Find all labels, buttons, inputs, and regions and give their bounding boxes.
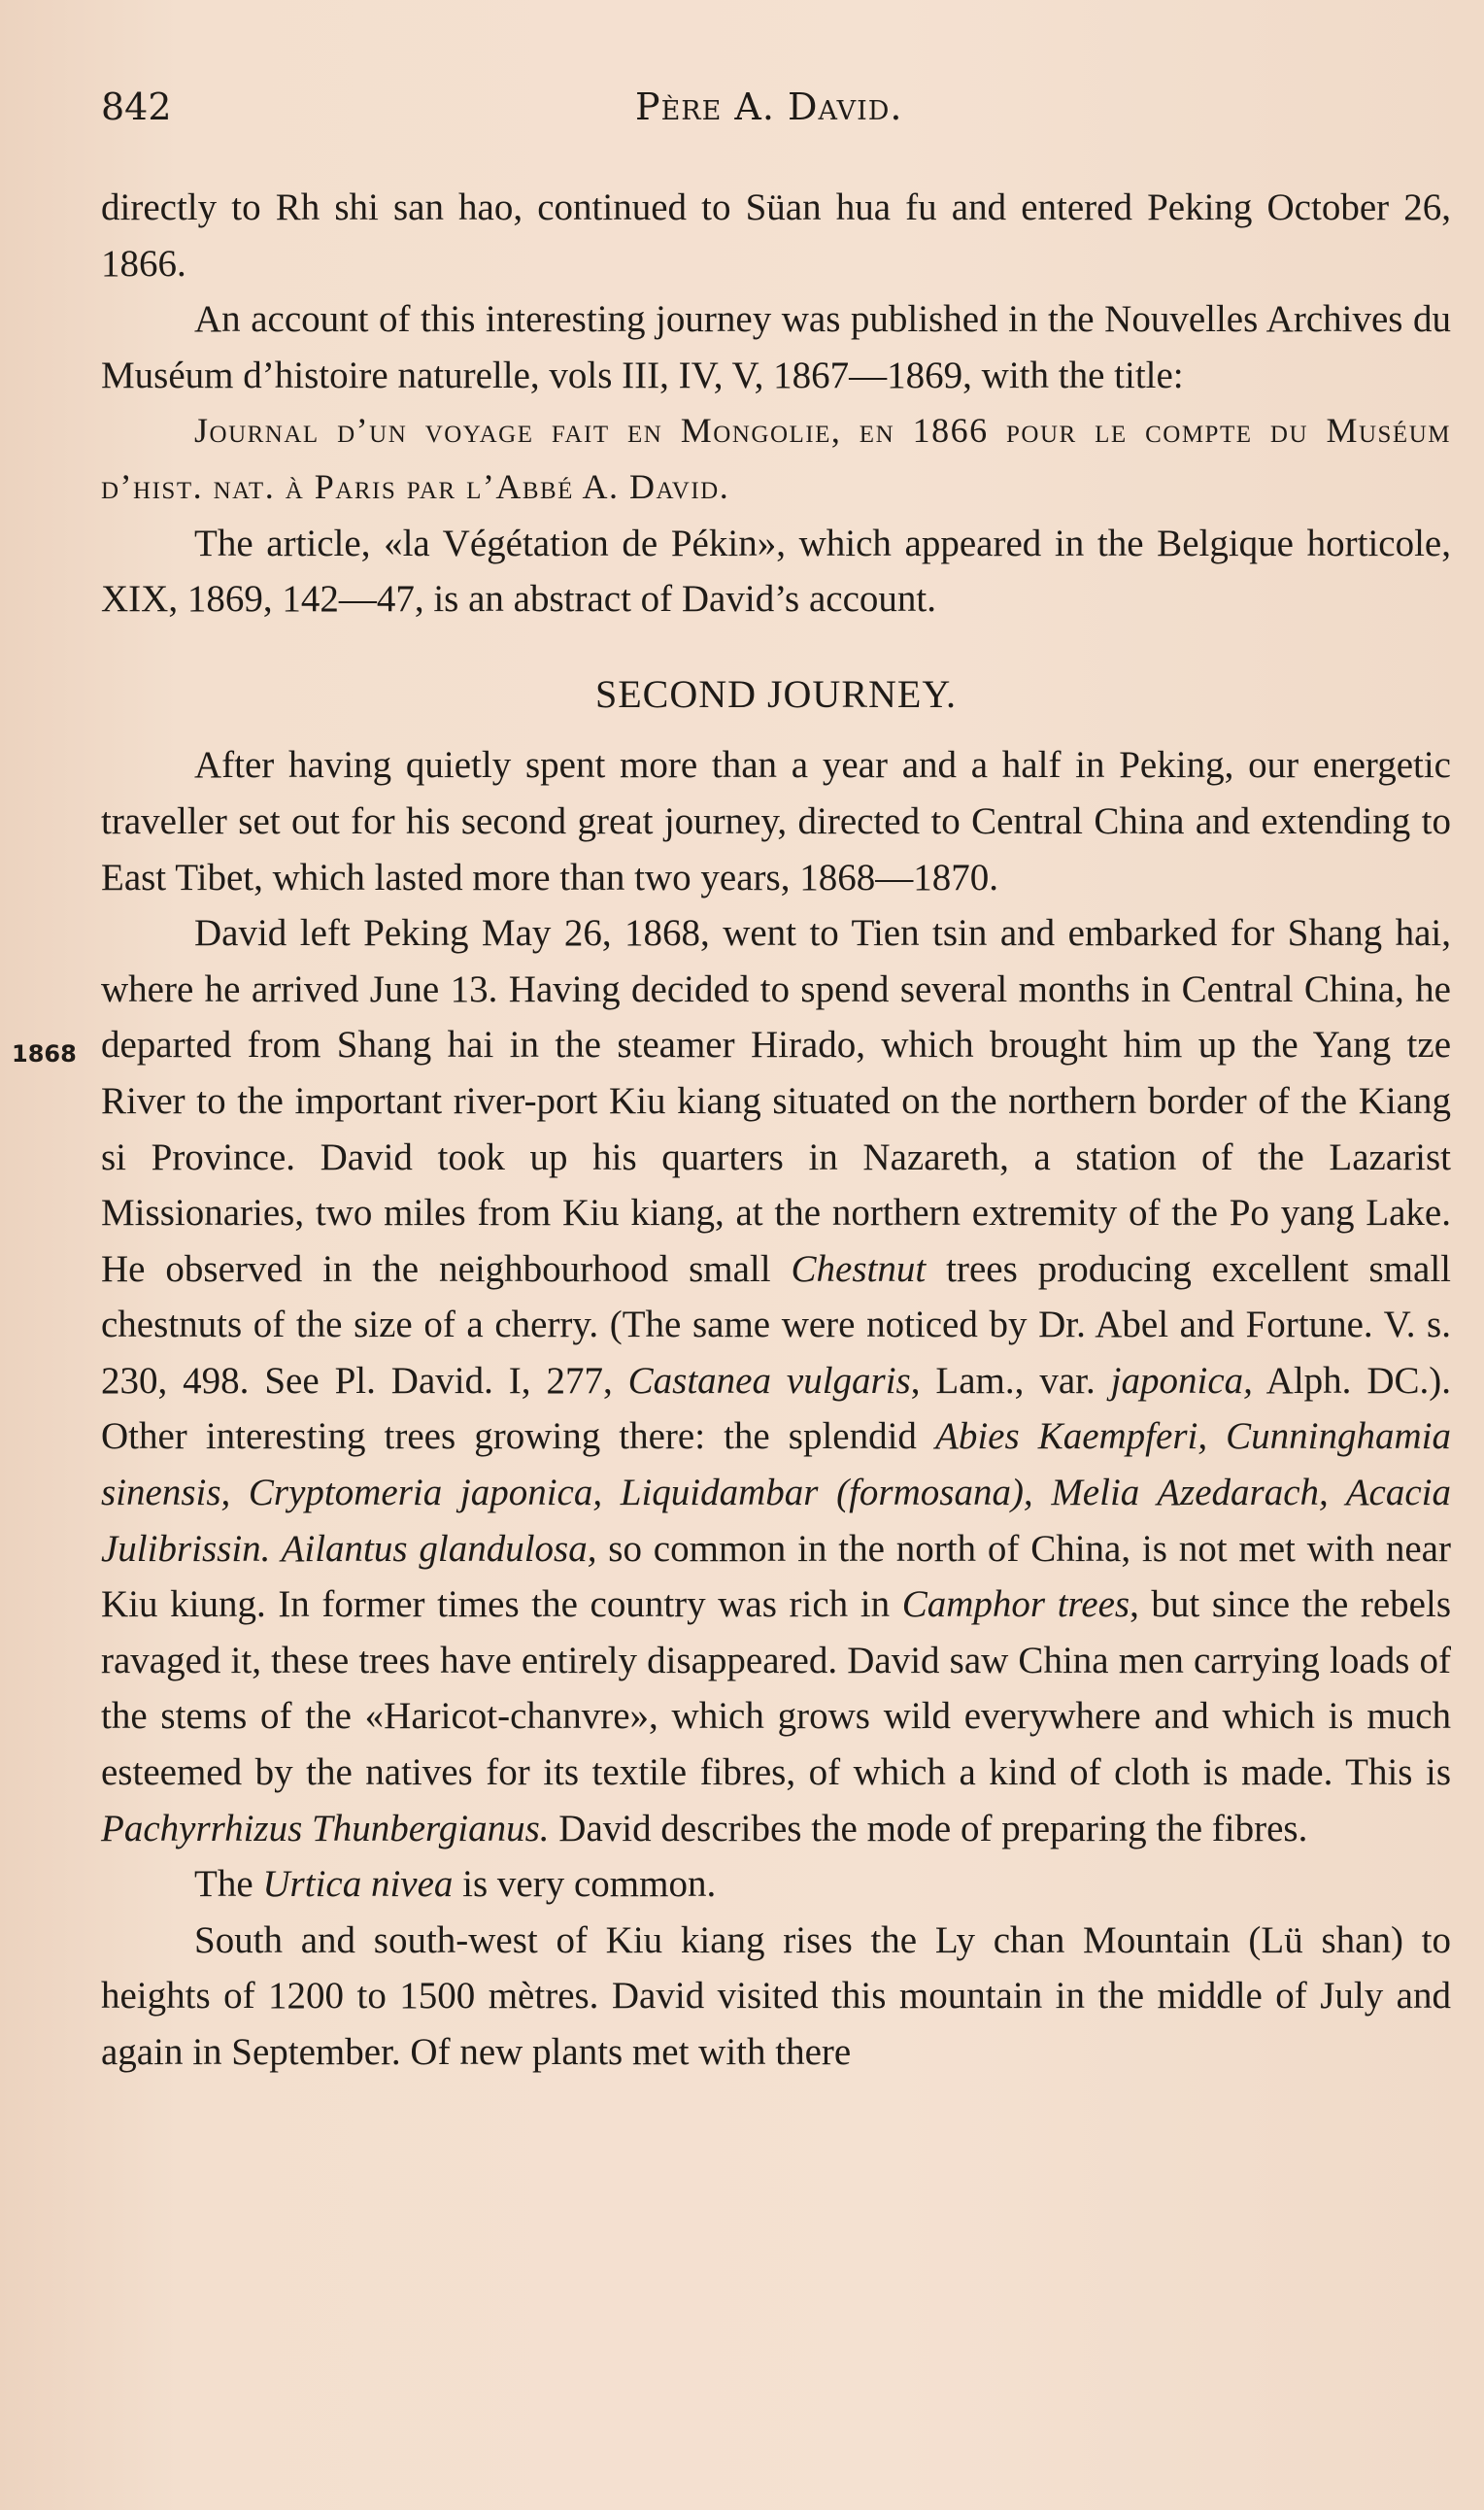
text-run: so common in the north of China, is not met with near Kiu kiung. In former times the country was rich in — [101, 1527, 1451, 1626]
italic-term: Urtica nivea — [262, 1863, 454, 1906]
italic-term: Abies Kaempferi, Cunninghamia sinensis, Cryptomeria japonica, Liquidambar (formosana), Melia Azedarach, Acacia Julibrissin. Ailantus glandulosa, — [101, 1415, 1451, 1570]
italic-term: Pachyrrhizus Thunbergianus. — [101, 1807, 550, 1849]
page-number: 842 — [101, 85, 172, 128]
text-run: is very common. — [453, 1863, 717, 1906]
italic-term: Chestnut — [791, 1247, 927, 1290]
text-run: David left Peking May 26, 1868, went to Tien tsin and embarked for Shang hai, where he arrived June 13. Having decided to spend several months in Central China, he departed from Shang hai in the steamer Hirado, which brought him up the Yang tze River to the important river-port Kiu kiang situated on the northern border of the Kiang si Province. David took up his quarters in Nazareth, a station of the Lazarist Missionaries, two miles from Kiu kiang, at the northern extremity of the Po yang Lake. He observed in the neighbourhood small — [101, 912, 1451, 1290]
paragraph-1: directly to Rh shi san hao, continued to Süan hua fu and entered Peking October 26, 1866. — [101, 187, 1451, 285]
margin-year-note: 1868 — [12, 1040, 77, 1068]
publication-title: Journal d’un voyage fait en Mongolie, en 1866 pour le compte du Muséum d’hist. nat. à Paris par l’Abbé A. David. — [101, 411, 1451, 506]
page-header — [101, 85, 1451, 134]
paragraph-4: After having quietly spent more than a year and a half in Peking, our energetic traveller set out for his second great journey, directed to Central China and extending to East Tibet, which lasted more than two years, 1868—1870. — [101, 744, 1451, 899]
text-run: , Lam., var. — [910, 1359, 1111, 1402]
text-run: Alph. DC.). Other interesting trees growing there: the splendid — [101, 1359, 1452, 1458]
text-run: David describes the mode of preparing the fibres. — [549, 1807, 1308, 1849]
running-head: Père A. David. — [635, 85, 903, 128]
text-run: trees producing excellent small chestnuts of the size of a cherry. (The same were noticed by Dr. Abel and Fortune. V. s. 230, 498. See Pl. David. I, 277, — [101, 1247, 1451, 1402]
paragraph-5 — [101, 905, 1451, 1856]
text-run: , but since the rebels ravaged it, these trees have entirely disappeared. David saw China men carrying loads of the stems of the «Haricot-chanvre», which grows wild everywhere and which is much esteemed by the natives for its textile fibres, of which a kind of cloth is made. This is — [101, 1583, 1452, 1794]
paragraph-2: An account of this interesting journey was published in the Nouvelles Archives du Muséum d’histoire naturelle, vols III, IV, V, 1867—1869, with the title: — [101, 298, 1451, 396]
italic-term: Castanea vulgaris — [627, 1359, 911, 1402]
paragraph-3: The article, «la Végétation de Pékin», which appeared in the Belgique horticole, XIX, 1869, 142—47, is an abstract of David’s account. — [101, 522, 1451, 621]
paragraph-6 — [101, 1856, 1451, 1913]
paragraph-7: South and south-west of Kiu kiang rises the Ly chan Mountain (Lü shan) to heights of 1200 to 1500 mètres. David visited this mountain in the middle of July and again in September. Of new plants met with there — [101, 1918, 1451, 2073]
italic-term: Camphor trees — [901, 1583, 1130, 1626]
body-text — [101, 180, 1451, 2081]
section-heading: SECOND JOURNEY. — [594, 671, 958, 716]
italic-term: japonica, — [1110, 1359, 1253, 1402]
text-run: The — [194, 1863, 263, 1906]
